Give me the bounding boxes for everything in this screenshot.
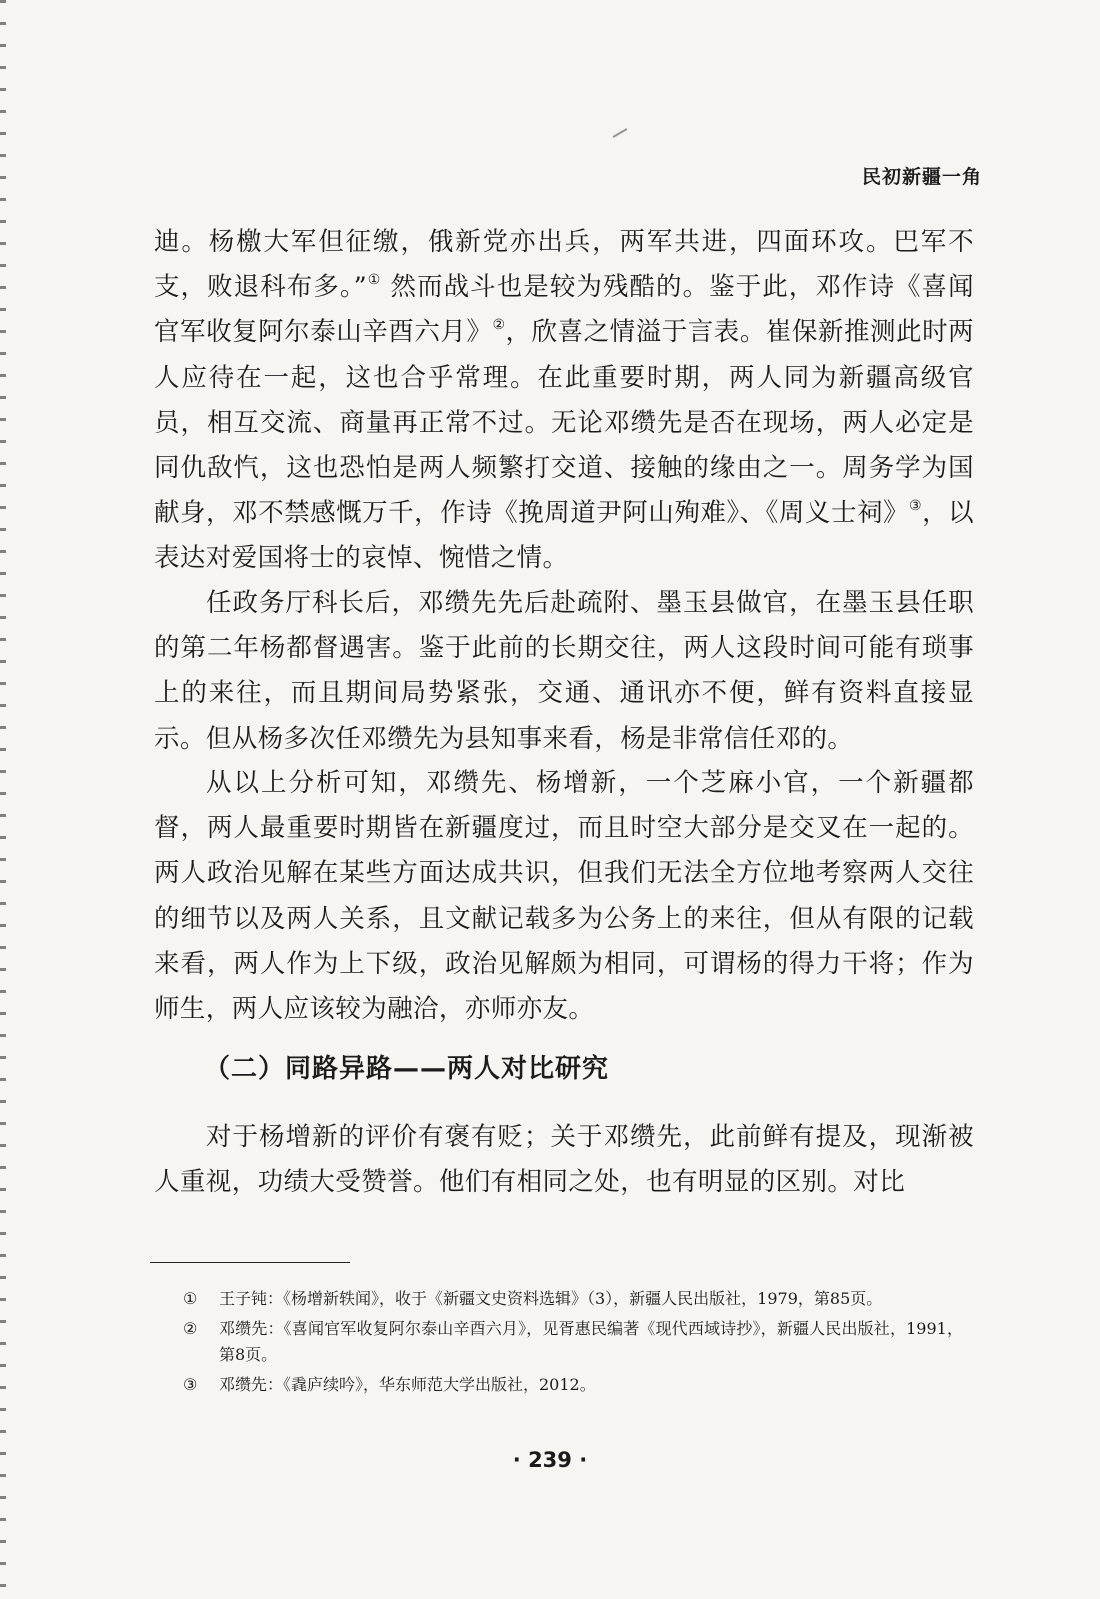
paragraph-1-part-c: ，欣喜之情溢于言表。崔保新推测此时两人应待在一起，这也合乎常理。在此重要时期，两人同为新疆高级官员，相互交流、商量再正常不过。无论邓缵先是否在现场，两人必定是同仇敌忾，这也恐怕是两人频繁打交道、接触的缘由之一。周务学为国献身，邓不禁感慨万千，作诗《挽周道尹阿山殉难》、《周义士祠》 (154, 317, 975, 529)
paragraph-1-part-d: ，以表达对爱国将士的哀悼、惋惜之情。 (154, 498, 974, 574)
footnote-2-text: 邓缵先：《喜闻官军收复阿尔泰山辛酉六月》，见胥惠民编著《现代西域诗抄》，新疆人民出版社，1991，第8页。 (219, 1319, 963, 1364)
footnote-3-text: 邓缵先：《毳庐续吟》，华东师范大学出版社，2012。 (219, 1375, 596, 1394)
paragraph-1 (154, 220, 974, 582)
footnote-1 (183, 1286, 963, 1312)
footnote-2-number: ② (183, 1319, 198, 1338)
footnote-3-number: ③ (183, 1375, 198, 1394)
footnotes (183, 1286, 963, 1402)
paragraph-1-part-a: 迪。杨檄大军但征缴，俄新党亦出兵，两军共进，四面环攻。巴军不支，败退科布多。” (154, 227, 974, 303)
paragraph-3-text: 从以上分析可知，邓缵先、杨增新，一个芝麻小官，一个新疆都督，两人最重要时期皆在新疆度过，而且时空大部分是交叉在一起的。两人政治见解在某些方面达成共识，但我们无法全方位地考察两人交往的细节以及两人关系，且文献记载多为公务上的来往，但从有限的记载来看，两人作为上下级，政治见解颇为相同，可谓杨的得力干将；作为师生，两人应该较为融洽，亦师亦友。 (154, 768, 974, 1025)
footnote-ref-3[interactable]: ③ (909, 498, 923, 515)
running-head: 民初新疆一角 (861, 166, 982, 188)
paragraph-2 (154, 581, 974, 762)
footnote-ref-1[interactable]: ① (367, 272, 382, 289)
page-number: · 239 · (512, 1448, 588, 1472)
paragraph-4 (154, 1115, 974, 1205)
footnote-1-text: 王子钝：《杨增新轶闻》，收于《新疆文史资料选辑》（3），新疆人民出版社，1979，第85页。 (219, 1289, 883, 1308)
footnote-ref-2[interactable]: ② (492, 317, 506, 334)
paragraph-2-text: 任政务厅科长后，邓缵先先后赴疏附、墨玉县做官，在墨玉县任职的第二年杨都督遇害。鉴于此前的长期交往，两人这段时间可能有琐事上的来往，而且期间局势紧张，交通、通讯亦不便，鲜有资料直接显示。但从杨多次任邓缵先为县知事来看，杨是非常信任邓的。 (154, 588, 974, 754)
paragraph-4-text: 对于杨增新的评价有褒有贬；关于邓缵先，此前鲜有提及，现渐被人重视，功绩大受赞誉。他们有相同之处，也有明显的区别。对比 (154, 1122, 974, 1198)
paragraph-3 (154, 761, 974, 1032)
section-heading: （二）同路异路——两人对比研究 (204, 1054, 610, 1084)
paragraph-1-part-b: 然而战斗也是较为残酷的。鉴于此，邓作诗《喜闻官军收复阿尔泰山辛酉六月》 (154, 272, 975, 348)
footnote-divider (150, 1262, 350, 1263)
footnote-1-number: ① (183, 1289, 198, 1308)
scan-edge (0, 0, 6, 1599)
footnote-2 (183, 1316, 963, 1368)
scan-speck (613, 128, 628, 138)
footnote-3 (183, 1372, 963, 1398)
